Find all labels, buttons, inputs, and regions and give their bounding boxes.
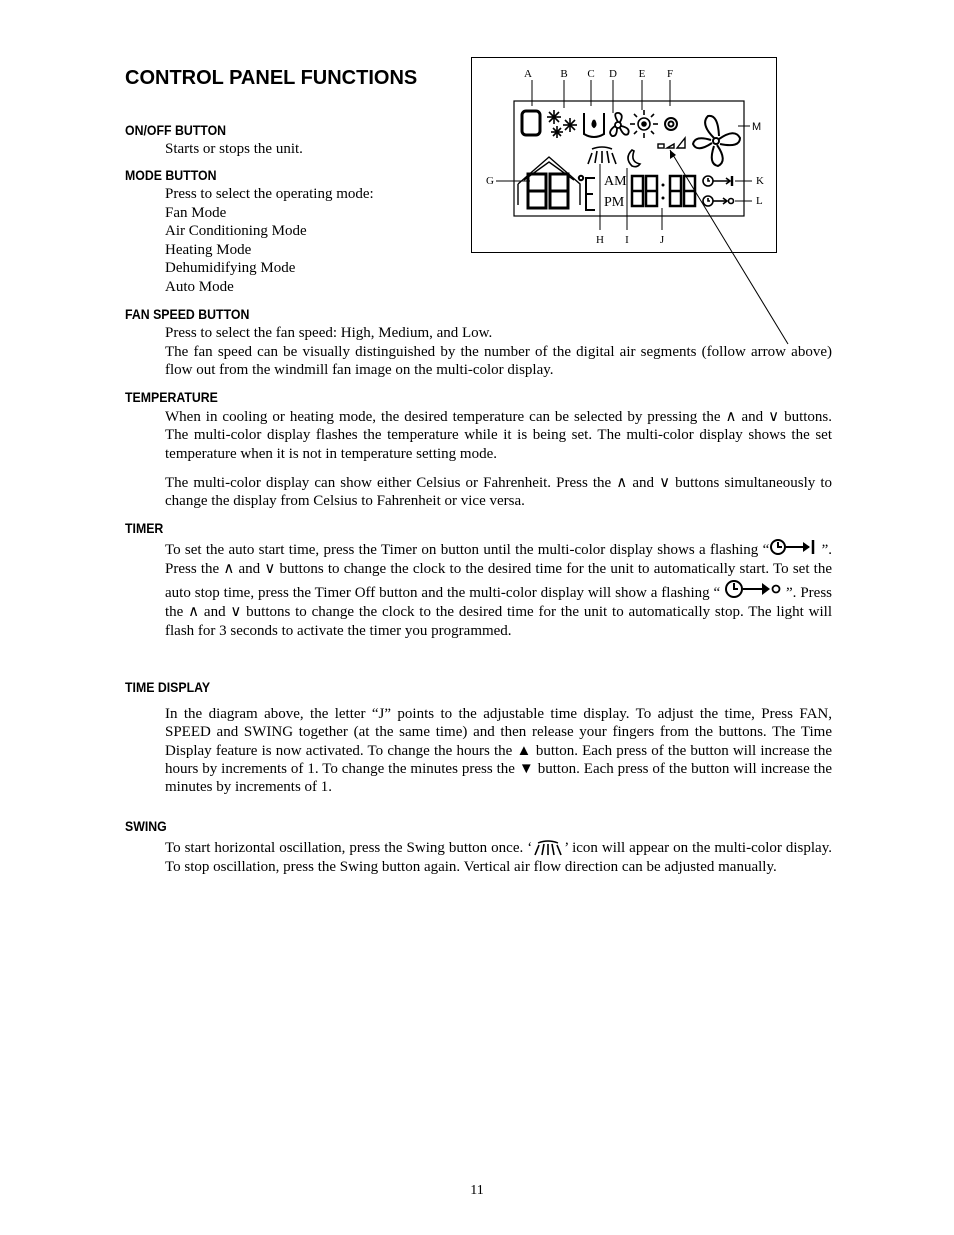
mode-heading: MODE BUTTON: [125, 167, 217, 183]
swing-icon: [588, 147, 616, 164]
onoff-heading: ON/OFF BUTTON: [125, 122, 227, 138]
mode-line: Air Conditioning Mode: [165, 223, 307, 239]
label-b: B: [560, 68, 568, 80]
moon-icon: [628, 150, 640, 167]
mode-line: Fan Mode: [165, 204, 227, 221]
pm-label: PM: [604, 195, 625, 210]
label-l: L: [756, 195, 763, 207]
label-m: M: [752, 121, 762, 133]
timer-text-3: ”. Press the ∧ and ∨ buttons to change the clock to the desired time for the unit to automatically stop. The light will flash for 3 seconds to activate the timer you programmed.: [165, 585, 832, 639]
time-display-heading: TIME DISPLAY: [125, 679, 211, 695]
timer-text-2: ”. Press the ∧ and ∨ buttons to change the clock to the desired time for the unit to automatically start. To set the auto stop time, press the Timer Off button and the multi-color display will show a flashing “: [165, 542, 832, 601]
fan-speed-para: The fan speed can be visually distinguished by the number of the digital air segments (follow arrow above) flow out from the windmill fan image on the multi-color display.: [165, 343, 832, 378]
temperature-heading: TEMPERATURE: [125, 389, 218, 405]
pointer-arrow: [670, 150, 788, 344]
fan-speed-bars-icon: [658, 138, 685, 148]
swing-text-1: To start horizontal oscillation, press the Swing button once. ‘: [165, 840, 533, 856]
display-diagram-svg: [472, 58, 778, 254]
label-c: C: [587, 68, 595, 80]
temperature-para-1: When in cooling or heating mode, the desired temperature can be selected by pressing the ∧ and ∨ buttons. The multi-color display flashes the temperature while it is being set. The multi-color display shows the set temperature when it is not in temperature setting mode.: [165, 409, 832, 462]
swing-text-2: ’ icon will appear on the multi-color display. To stop oscillation, press the Swing button again. Vertical air flow direction can be adjusted manually.: [165, 840, 832, 875]
time-digits: [632, 176, 695, 206]
fan-speed-heading: FAN SPEED BUTTON: [125, 306, 250, 322]
label-a: A: [524, 68, 532, 80]
onoff-text: Starts or stops the unit.: [165, 141, 303, 157]
label-f: F: [666, 68, 674, 80]
label-g: G: [486, 175, 494, 187]
timer-text-1: To set the auto start time, press the Timer on button until the multi-color display shows a flashing “: [165, 542, 770, 558]
label-h: H: [596, 234, 604, 246]
mode-line: Auto Mode: [165, 278, 234, 295]
auto-mode-icon: [522, 111, 540, 135]
page-number: 11: [470, 1183, 484, 1198]
fan-speed-line: Press to select the fan speed: High, Medium, and Low.: [165, 325, 493, 341]
mode-line: Heating Mode: [165, 241, 252, 258]
timer-heading: TIMER: [125, 520, 164, 536]
sleep-ring-icon: [665, 118, 677, 130]
snowflake-icon: [547, 110, 577, 138]
temperature-para-2: The multi-color display can show either Celsius or Fahrenheit. Press the ∧ and ∨ buttons simultaneously to change the display from Celsius to Fahrenheit or vice versa.: [165, 474, 832, 509]
timer-on-icon: [769, 538, 817, 558]
timer-off-icon: [724, 579, 782, 601]
house-icon: [518, 157, 580, 208]
am-label: AM: [604, 174, 627, 189]
timer-on-icon: [703, 176, 732, 186]
swing-heading: SWING: [125, 818, 167, 834]
swing-icon: [532, 838, 564, 856]
label-j: J: [659, 234, 665, 246]
sun-icon: [630, 110, 658, 138]
swing-para: [165, 838, 832, 877]
label-i: I: [625, 234, 629, 246]
mode-line: Press to select the operating mode:: [165, 186, 374, 202]
fan-small-icon: [610, 113, 629, 136]
mode-line: Dehumidifying Mode: [165, 260, 296, 276]
fan-icon: [693, 116, 740, 166]
timer-off-icon: [703, 196, 734, 206]
unit-e-glyph: [586, 178, 595, 210]
timer-para: [165, 538, 832, 641]
label-d: D: [609, 68, 617, 80]
label-k: K: [756, 175, 764, 187]
time-display-para: In the diagram above, the letter “J” points to the adjustable time display. To adjust the time, Press FAN, SPEED and SWING together (at the same time) and then release your fingers from the buttons. The Time Display feature is now activated. To change the hours the ▲ button. Each press of the button will increase the hours by increments of 1. To change the minutes press the ▼ button. Each press of the button will increase the minutes by increments of 1.: [165, 706, 832, 796]
dehumidify-icon: [584, 113, 604, 137]
control-panel-diagram: [471, 57, 777, 253]
label-e: E: [638, 68, 646, 80]
page-title: CONTROL PANEL FUNCTIONS: [125, 67, 418, 89]
